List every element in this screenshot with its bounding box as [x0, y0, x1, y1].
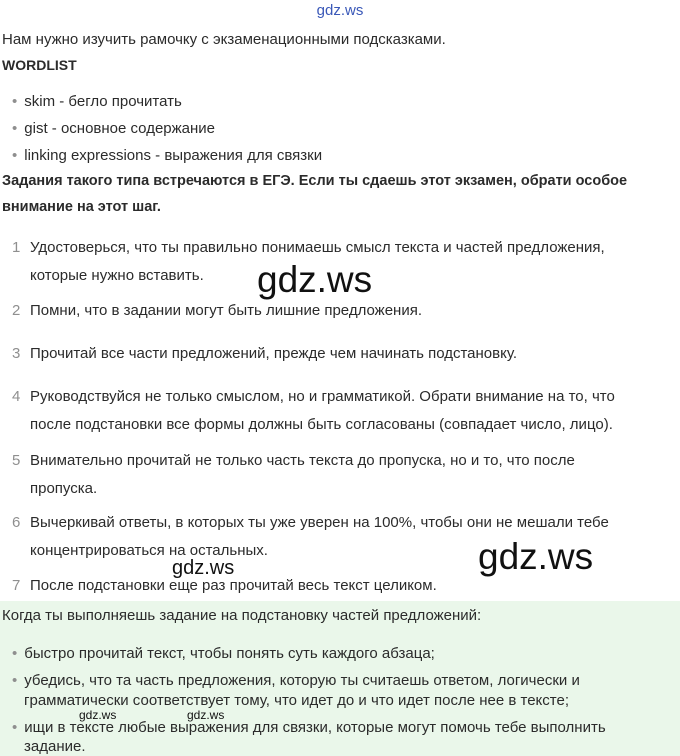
watermark-small: gdz.ws	[187, 708, 225, 722]
step-item: 1 Удостоверься, что ты правильно понимаешь смысл текста и частей предложения,	[12, 239, 605, 256]
step-item: 4 Руководствуйся не только смыслом, но и грамматикой. Обрати внимание на то, что	[12, 388, 615, 405]
watermark-top: gdz.ws	[316, 2, 364, 19]
watermark-large: gdz.ws	[478, 536, 594, 577]
step-item-continuation: концентрироваться на остальных.	[30, 542, 268, 559]
step-item-continuation: которые нужно вставить.	[30, 267, 204, 284]
watermark-large: gdz.ws	[257, 259, 373, 300]
tip-item-continuation: задание.	[24, 738, 86, 755]
intro-text: Нам нужно изучить рамочку с экзаменационными подсказками.	[2, 31, 446, 48]
step-item: 5 Внимательно прочитай не только часть текста до пропуска, но и то, что после	[12, 452, 575, 469]
wordlist-item: • linking expressions - выражения для связки	[12, 147, 323, 164]
tips-intro: Когда ты выполняешь задание на подстановку частей предложений:	[2, 607, 482, 624]
exam-note: Задания такого типа встречаются в ЕГЭ. Если ты сдаешь этот экзамен, обрати особое внимание на этот шаг.	[2, 173, 628, 215]
bullet-icon: •	[12, 719, 18, 736]
watermark-small: gdz.ws	[79, 708, 117, 722]
tip-item: • убедись, что та часть предложения, которую ты считаешь ответом, логически и	[12, 672, 580, 689]
tip-item: • быстро прочитай текст, чтобы понять суть каждого абзаца;	[12, 645, 435, 662]
wordlist-item: • skim - бегло прочитать	[12, 93, 182, 110]
wordlist-item: • gist - основное содержание	[12, 120, 216, 137]
watermark-medium: gdz.ws	[172, 557, 235, 579]
bullet-icon: •	[12, 120, 18, 137]
bullet-icon: •	[12, 672, 18, 689]
bullet-icon: •	[12, 93, 18, 110]
tip-item-continuation: грамматически соответствует тому, что идет до и что идет после нее в тексте;	[24, 692, 570, 709]
step-item: 3 Прочитай все части предложений, прежде чем начинать подстановку.	[12, 345, 518, 362]
step-item: 2 Помни, что в задании могут быть лишние предложения.	[12, 302, 422, 319]
step-item: 7 После подстановки еще раз прочитай весь текст целиком.	[12, 577, 437, 594]
step-item-continuation: после подстановки все формы должны быть согласованы (совпадает число, лицо).	[30, 416, 613, 433]
step-item-continuation: пропуска.	[30, 480, 98, 497]
step-item: 6 Вычеркивай ответы, в которых ты уже уверен на 100%, чтобы они не мешали тебе	[12, 514, 609, 531]
wordlist-title: WORDLIST	[2, 57, 77, 73]
bullet-icon: •	[12, 645, 18, 662]
tip-item: • ищи в тексте любые выражения для связки, которые могут помочь тебе выполнить	[12, 719, 606, 736]
bullet-icon: •	[12, 147, 18, 164]
